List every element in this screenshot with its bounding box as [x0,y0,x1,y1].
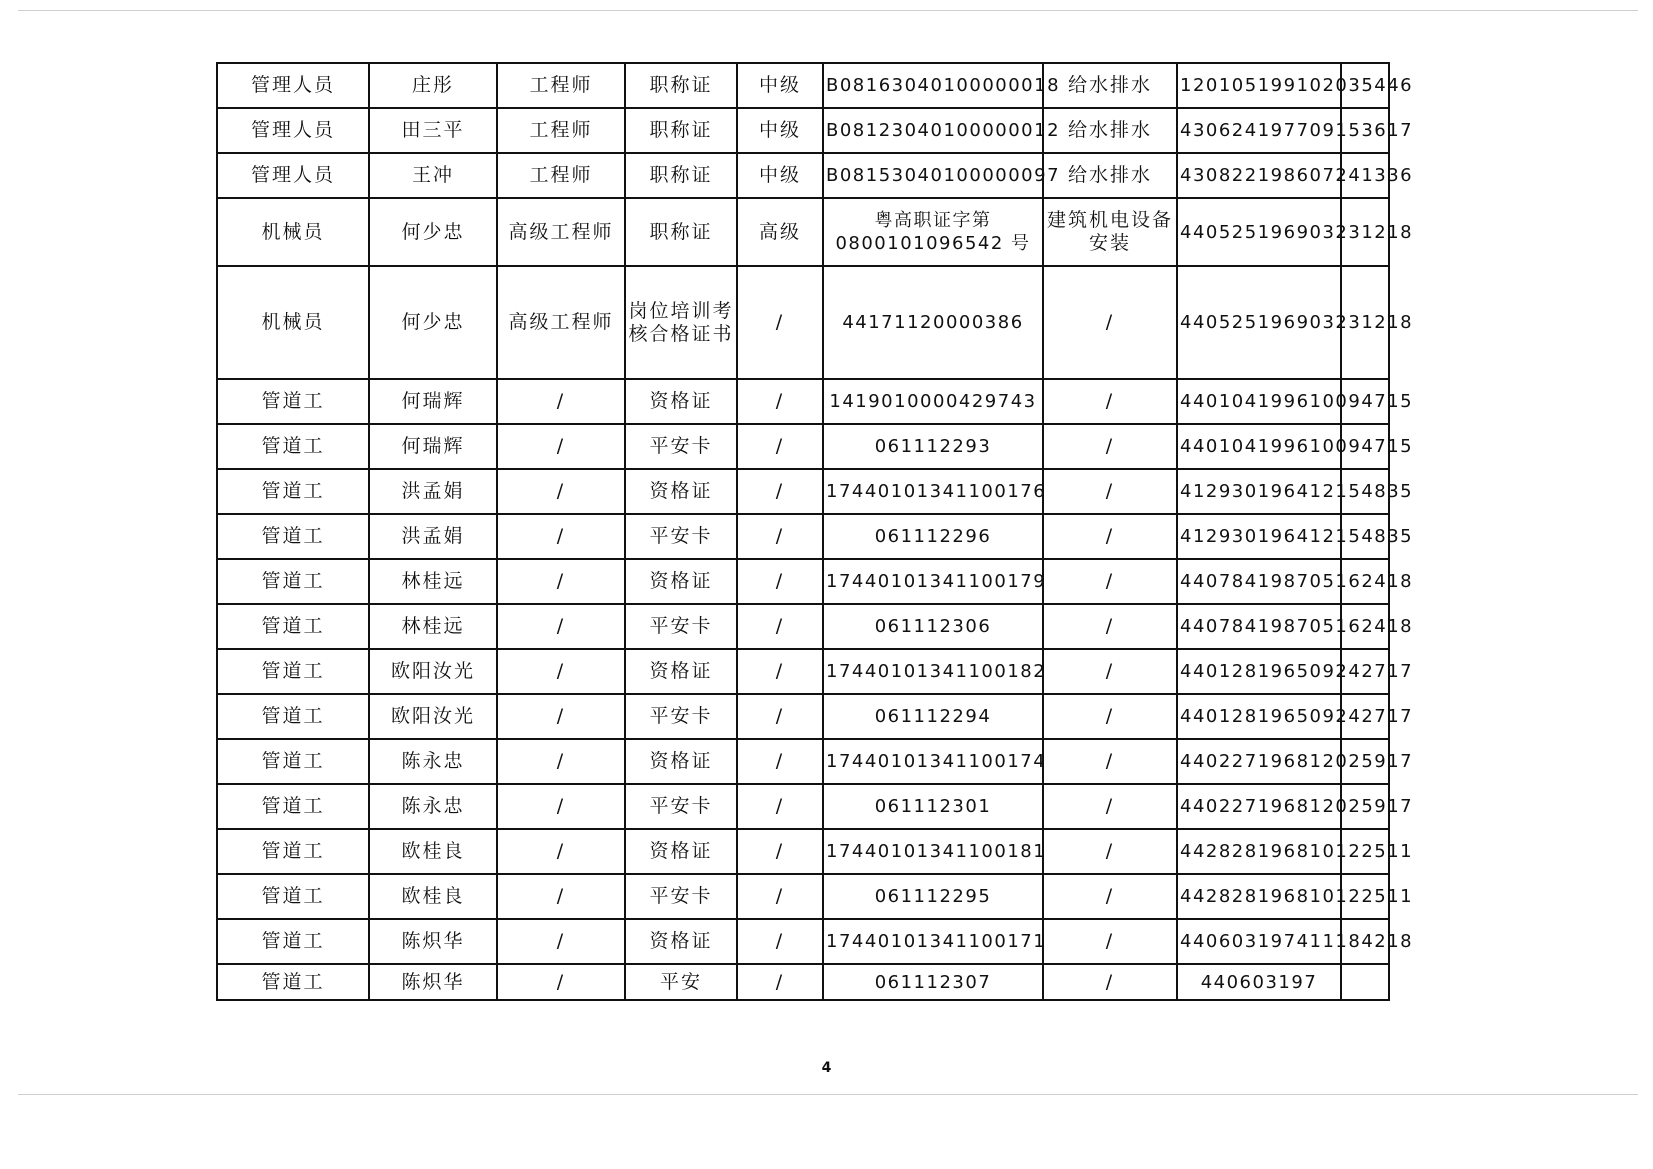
cell-certificate-number: 17440101341100176 [823,469,1043,514]
cell-id-number: 440525196903231218 [1177,198,1341,266]
table-row [217,739,1389,784]
cell-title: / [497,784,625,829]
cell-name: 庄彤 [369,63,497,108]
cell-id-number: 440128196509242717 [1177,694,1341,739]
cell-specialty: 建筑机电设备安装 [1043,198,1177,266]
cell-position: 管理人员 [217,108,369,153]
cell-name: 欧桂良 [369,874,497,919]
cell-certificate-type: 平安卡 [625,424,737,469]
cell-position: 管道工 [217,919,369,964]
cell-specialty: / [1043,559,1177,604]
cell-certificate-type: 资格证 [625,919,737,964]
cell-specialty: / [1043,266,1177,379]
cell-level: / [737,919,823,964]
cell-certificate-type: 平安 [625,964,737,1000]
cell-certificate-number: B08153040100000097 [823,153,1043,198]
cell-certificate-type: 资格证 [625,739,737,784]
cell-name: 欧阳汝光 [369,649,497,694]
cell-certificate-type: 平安卡 [625,694,737,739]
cell-id-number: 440603197 [1177,964,1341,1000]
cell-certificate-type: 资格证 [625,559,737,604]
cell-title: / [497,739,625,784]
cell-certificate-number: 061112293 [823,424,1043,469]
cell-name: 陈炽华 [369,919,497,964]
cell-id-number: 442828196810122511 [1177,874,1341,919]
cell-name: 林桂远 [369,604,497,649]
cell-certificate-number: 1419010000429743 [823,379,1043,424]
cell-name: 何少忠 [369,198,497,266]
cell-title: 工程师 [497,153,625,198]
cell-position: 管道工 [217,874,369,919]
cell-certificate-number: 061112301 [823,784,1043,829]
cell-position: 管道工 [217,964,369,1000]
cell-id-number: 430624197709153617 [1177,108,1341,153]
cell-certificate-number: 17440101341100174 [823,739,1043,784]
cell-certificate-type: 资格证 [625,469,737,514]
cell-certificate-type: 资格证 [625,379,737,424]
table-row [217,514,1389,559]
table-row [217,649,1389,694]
cell-title: 高级工程师 [497,198,625,266]
cell-certificate-number: 061112296 [823,514,1043,559]
table-row [217,784,1389,829]
cell-certificate-number: 17440101341100182 [823,649,1043,694]
cell-certificate-number: 17440101341100181 [823,829,1043,874]
cell-title: / [497,604,625,649]
table-row [217,198,1389,266]
cell-position: 管道工 [217,649,369,694]
cell-certificate-type: 平安卡 [625,874,737,919]
cell-level: / [737,784,823,829]
cell-specialty: 给水排水 [1043,108,1177,153]
cell-name: 何少忠 [369,266,497,379]
cell-name: 陈炽华 [369,964,497,1000]
page-number: 4 [821,1060,832,1076]
table-row [217,379,1389,424]
cell-level: 中级 [737,108,823,153]
cell-specialty: / [1043,919,1177,964]
cell-title: / [497,874,625,919]
cell-certificate-type: 职称证 [625,108,737,153]
cell-title: 高级工程师 [497,266,625,379]
cell-title: / [497,919,625,964]
cell-remarks [1341,964,1389,1000]
cell-position: 管道工 [217,379,369,424]
cell-name: 何瑞辉 [369,424,497,469]
table-row [217,874,1389,919]
cell-title: / [497,424,625,469]
table-row [217,964,1389,1000]
cell-title: / [497,964,625,1000]
cell-name: 何瑞辉 [369,379,497,424]
cell-certificate-number: 061112306 [823,604,1043,649]
cell-position: 管道工 [217,514,369,559]
table-row [217,63,1389,108]
cell-specialty: 给水排水 [1043,153,1177,198]
cell-specialty: / [1043,784,1177,829]
cell-id-number: 440104199610094715 [1177,424,1341,469]
cell-title: / [497,694,625,739]
table-row [217,559,1389,604]
cell-certificate-type: 平安卡 [625,604,737,649]
cell-level: / [737,649,823,694]
cell-specialty: / [1043,874,1177,919]
cell-certificate-type: 资格证 [625,829,737,874]
cell-certificate-type: 职称证 [625,63,737,108]
table-row [217,469,1389,514]
cell-specialty: / [1043,739,1177,784]
cell-certificate-number: 17440101341100171 [823,919,1043,964]
table-row [217,919,1389,964]
cell-level: / [737,739,823,784]
cell-title: 工程师 [497,108,625,153]
table-row [217,829,1389,874]
cell-name: 王冲 [369,153,497,198]
cell-level: 中级 [737,153,823,198]
cell-certificate-number: B08123040100000012 [823,108,1043,153]
cell-title: / [497,469,625,514]
cell-title: / [497,514,625,559]
cell-specialty: / [1043,379,1177,424]
table-row [217,266,1389,379]
cell-id-number: 440227196812025917 [1177,739,1341,784]
cell-name: 洪孟娟 [369,514,497,559]
cell-name: 田三平 [369,108,497,153]
cell-level: / [737,266,823,379]
cell-id-number: 440603197411184218 [1177,919,1341,964]
cell-name: 欧桂良 [369,829,497,874]
cell-level: / [737,559,823,604]
cell-id-number: 440227196812025917 [1177,784,1341,829]
cell-certificate-type: 平安卡 [625,784,737,829]
cell-certificate-number: 17440101341100179 [823,559,1043,604]
cell-title: 工程师 [497,63,625,108]
cell-level: / [737,829,823,874]
scan-edge-top [18,10,1638,11]
cell-id-number: 440104199610094715 [1177,379,1341,424]
table-row [217,108,1389,153]
cell-specialty: 给水排水 [1043,63,1177,108]
cell-certificate-number: B08163040100000018 [823,63,1043,108]
cell-title: / [497,559,625,604]
cell-position: 机械员 [217,266,369,379]
table-row [217,694,1389,739]
cell-position: 管理人员 [217,153,369,198]
cell-position: 管道工 [217,739,369,784]
cell-specialty: / [1043,964,1177,1000]
cell-position: 管道工 [217,829,369,874]
cell-name: 陈永忠 [369,784,497,829]
cell-certificate-number: 44171120000386 [823,266,1043,379]
cell-level: 中级 [737,63,823,108]
cell-certificate-type: 职称证 [625,198,737,266]
cell-name: 欧阳汝光 [369,694,497,739]
cell-specialty: / [1043,514,1177,559]
cell-certificate-type: 资格证 [625,649,737,694]
cell-name: 林桂远 [369,559,497,604]
cell-position: 管道工 [217,559,369,604]
cell-id-number: 440784198705162418 [1177,559,1341,604]
cell-certificate-type: 职称证 [625,153,737,198]
cell-id-number: 442828196810122511 [1177,829,1341,874]
table-row [217,153,1389,198]
cell-level: / [737,964,823,1000]
cell-title: / [497,379,625,424]
cell-specialty: / [1043,604,1177,649]
cell-specialty: / [1043,469,1177,514]
scan-edge-bottom [18,1094,1638,1095]
cell-certificate-number: 粤高职证字第0800101096542 号 [823,198,1043,266]
cell-name: 陈永忠 [369,739,497,784]
cell-level: / [737,604,823,649]
cell-level: / [737,874,823,919]
cell-id-number: 440525196903231218 [1177,266,1341,379]
cell-name: 洪孟娟 [369,469,497,514]
cell-position: 管道工 [217,604,369,649]
cell-position: 管理人员 [217,63,369,108]
cell-position: 管道工 [217,469,369,514]
cell-specialty: / [1043,694,1177,739]
personnel-certificate-table [216,62,1414,1001]
cell-certificate-number: 061112294 [823,694,1043,739]
cell-level: 高级 [737,198,823,266]
cell-level: / [737,469,823,514]
cell-level: / [737,379,823,424]
cell-title: / [497,829,625,874]
cell-level: / [737,694,823,739]
cell-id-number: 440784198705162418 [1177,604,1341,649]
cell-id-number: 412930196412154835 [1177,514,1341,559]
cell-certificate-type: 平安卡 [625,514,737,559]
cell-certificate-number: 061112307 [823,964,1043,1000]
table-row [217,424,1389,469]
cell-specialty: / [1043,829,1177,874]
cell-specialty: / [1043,424,1177,469]
cell-position: 管道工 [217,424,369,469]
cell-id-number: 430822198607241336 [1177,153,1341,198]
cell-level: / [737,514,823,559]
table-row [217,604,1389,649]
cell-position: 机械员 [217,198,369,266]
cell-position: 管道工 [217,784,369,829]
cell-certificate-number: 061112295 [823,874,1043,919]
cell-certificate-type: 岗位培训考核合格证书 [625,266,737,379]
cell-level: / [737,424,823,469]
cell-position: 管道工 [217,694,369,739]
cell-id-number: 440128196509242717 [1177,649,1341,694]
cell-id-number: 412930196412154835 [1177,469,1341,514]
cell-title: / [497,649,625,694]
cell-id-number: 120105199102035446 [1177,63,1341,108]
cell-specialty: / [1043,649,1177,694]
